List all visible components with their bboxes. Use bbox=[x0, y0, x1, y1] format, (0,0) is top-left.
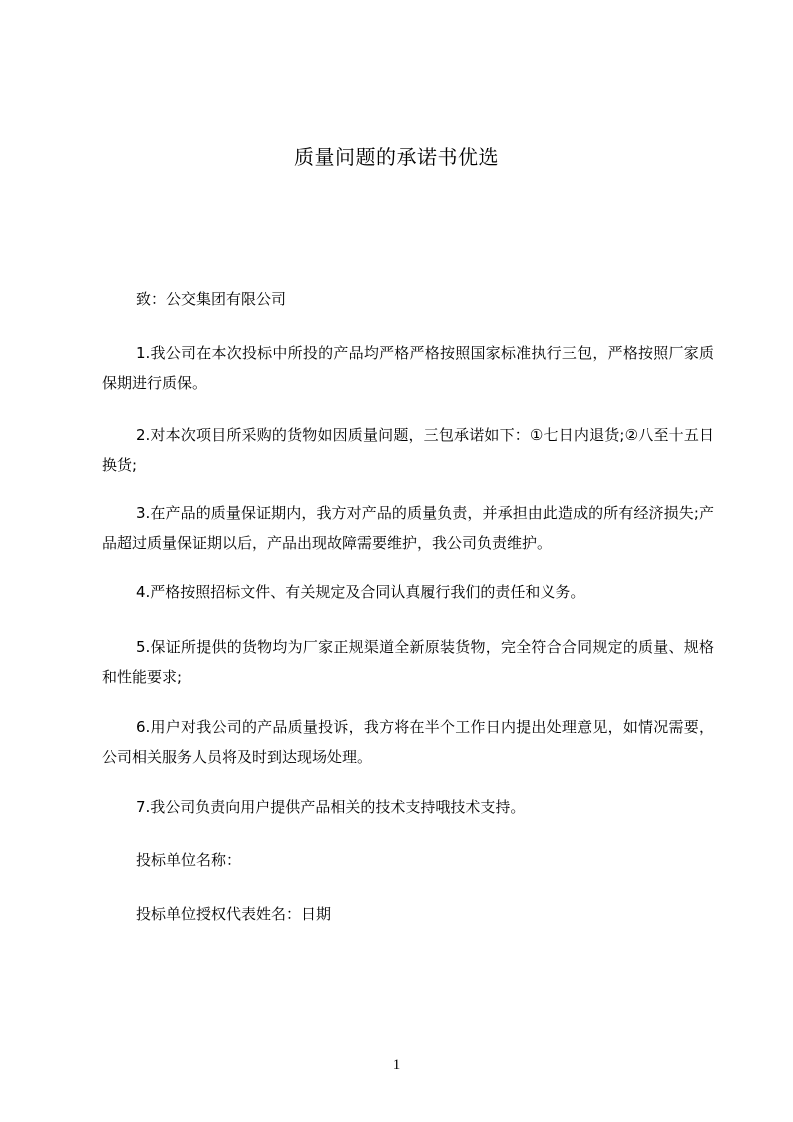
bidder-name-label: 投标单位名称： bbox=[136, 851, 242, 869]
page-number: 1 bbox=[392, 1057, 401, 1073]
commitment-item-4: 4.严格按照招标文件、有关规定及合同认真履行我们的责任和义务。 bbox=[136, 583, 586, 601]
commitment-item-2: 2.对本次项目所采购的货物如因质量问题，三包承诺如下：①七日内退货;②八至十五日换货; bbox=[102, 426, 714, 474]
document-title: 质量问题的承诺书优选 bbox=[294, 145, 499, 169]
commitment-item-7: 7.我公司负责向用户提供产品相关的技术支持哦技术支持。 bbox=[136, 798, 526, 816]
commitment-item-1: 1.我公司在本次投标中所投的产品均严格严格按照国家标准执行三包，严格按照厂家质保期进行质保。 bbox=[102, 344, 714, 392]
commitment-item-3: 3.在产品的质量保证期内，我方对产品的质量负责，并承担由此造成的所有经济损失;产品超过质量保证期以后，产品出现故障需要维护，我公司负责维护。 bbox=[102, 504, 714, 552]
commitment-item-5: 5.保证所提供的货物均为厂家正规渠道全新原装货物，完全符合合同规定的质量、规格和性能要求; bbox=[102, 638, 714, 686]
bidder-representative-label: 投标单位授权代表姓名：日期 bbox=[136, 905, 332, 923]
salutation: 致：公交集团有限公司 bbox=[136, 290, 287, 308]
commitment-item-6: 6.用户对我公司的产品质量投诉，我方将在半个工作日内提出处理意见，如情况需要，公司相关服务人员将及时到达现场处理。 bbox=[102, 718, 714, 766]
